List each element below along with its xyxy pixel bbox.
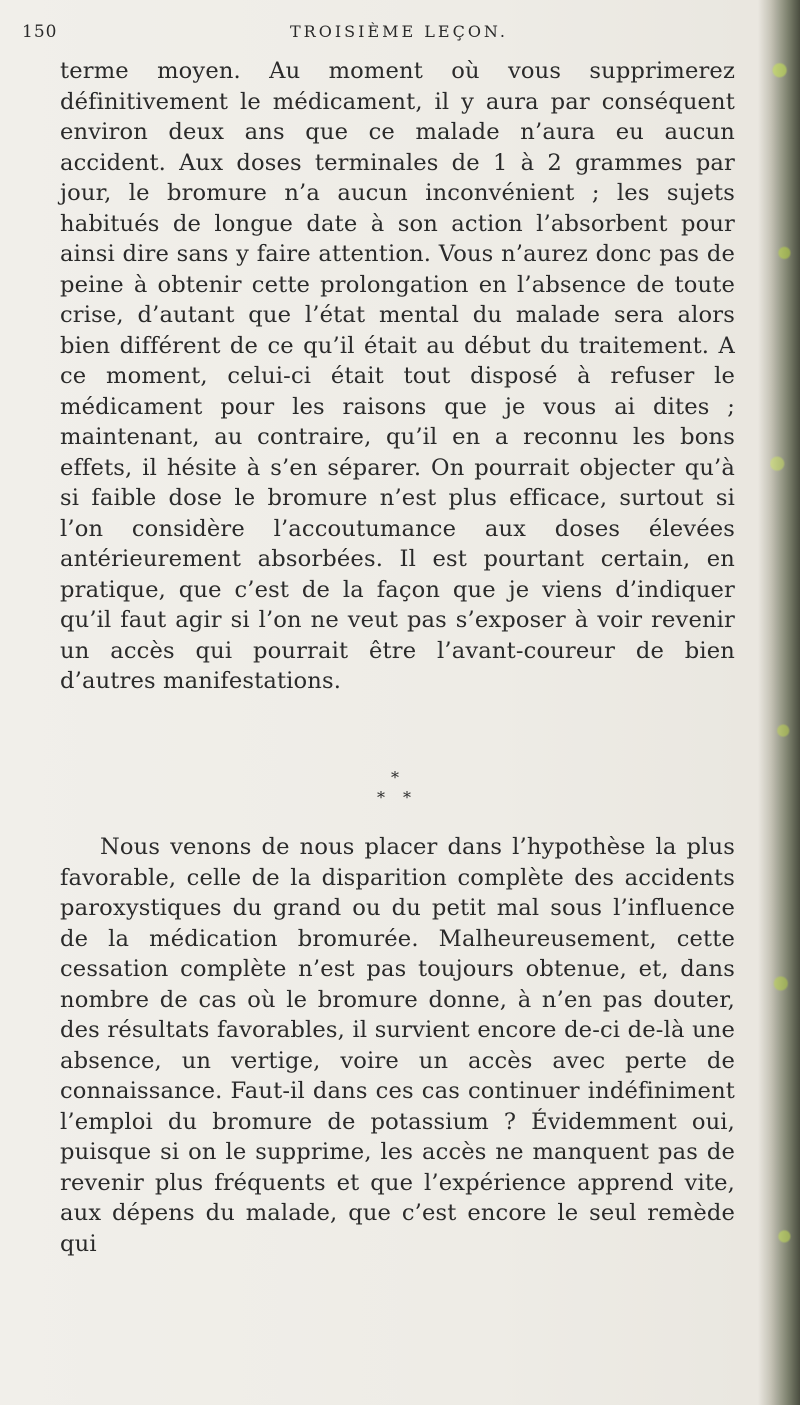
- page-edge-discoloration: [770, 0, 794, 1405]
- running-title: TROISIÈME LEÇON.: [290, 22, 508, 41]
- paragraph-2: Nous venons de nous placer dans l’hypothèse la plus favorable, celle de la disparition complète des accidents paroxystiques du grand ou du petit mal sous l’influence de la médication bromurée. Malheureusement, cette cessation complète n’est pas toujours obtenue, et, dans nombre de cas où le bromure donne, à n’en pas douter, des résultats favorables, il survient encore de-ci de-là une absence, un vertige, voire un accès avec perte de connaissance. Faut-il dans ces cas continuer indéfiniment l’emploi du bromure de potassium ? Évidemment oui, puisque si on le supprime, les accès ne manquent pas de revenir plus fréquents et que l’expérience apprend vite, aux dépens du malade, que c’est encore le seul remède qui: [60, 834, 735, 1257]
- page-header: [22, 22, 742, 46]
- asterisk-left: *: [377, 788, 385, 807]
- asterisk-top: *: [391, 768, 399, 787]
- asterisk-right: *: [403, 788, 411, 807]
- paragraph-1: terme moyen. Au moment où vous supprimerez définitivement le médicament, il y aura par conséquent environ deux ans que ce malade n’aura eu aucun accident. Aux doses terminales de 1 à 2 grammes par jour, le bromure n’a aucun inconvénient ; les sujets habitués de longue date à son action l’absorbent pour ainsi dire sans y faire attention. Vous n’aurez donc pas de peine à obtenir cette prolongation en l’absence de toute crise, d’autant que l’état mental du malade sera alors bien différent de ce qu’il était au début du traitement. A ce moment, celui-ci était tout disposé à refuser le médicament pour les raisons que je vous ai dites ; maintenant, au contraire, qu’il en a reconnu les bons effets, il hésite à s’en séparer. On pourrait objecter qu’à si faible dose le bromure n’est plus efficace, surtout si l’on considère l’accoutumance aux doses élevées antérieurement absorbées. Il est pourtant certain, en pratique, que c’est de la façon que je viens d’indiquer qu’il faut agir si l’on ne veut pas s’exposer à voir revenir un accès qui pourrait être l’avant-coureur de bien d’autres manifestations.: [60, 58, 735, 694]
- page-number: 150: [22, 22, 58, 42]
- section-ornament: [0, 770, 800, 810]
